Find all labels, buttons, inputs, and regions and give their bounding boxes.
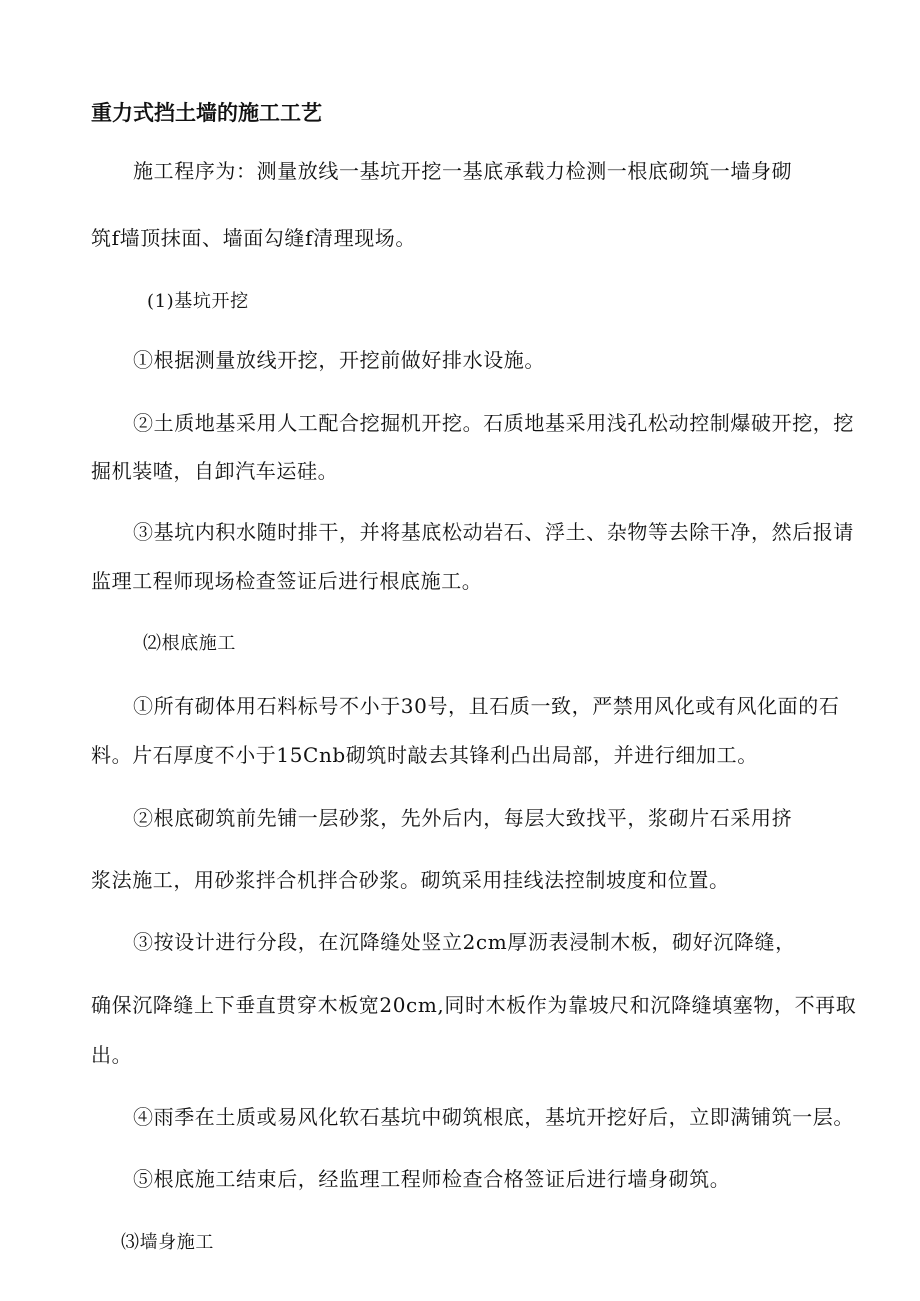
s2-item-3-line-1: ③按设计进行分段，在沉降缝处竖立2cm厚沥表浸制木板，砌好沉降缝， (133, 930, 796, 954)
s1-item-3-line-2: 监理工程师现场检查签证后进行根底施工。 (91, 569, 483, 593)
s2-item-1-line-1: ①所有砌体用石料标号不小于30号，且石质一致，严禁用风化或有风化面的石 (133, 694, 840, 718)
s2-item-5-line-1: ⑤根底施工结束后，经监理工程师检查合格签证后进行墙身砌筑。 (133, 1167, 731, 1191)
s2-item-3-line-3: 出。 (91, 1043, 133, 1067)
s2-item-1-line-2: 料。片石厚度不小于15Cnb砌筑时敲去其锋利凸出局部，并进行细加工。 (91, 743, 758, 767)
s1-item-3-line-1: ③基坑内积水随时排干，并将基底松动岩石、浮土、杂物等去除干净，然后报请 (133, 520, 854, 544)
section-heading-3: ⑶墙身施工 (121, 1232, 214, 1253)
section-heading-2: ⑵根底施工 (143, 633, 236, 654)
s2-item-3-line-2: 确保沉降缝上下垂直贯穿木板宽20cm,同时木板作为靠坡尺和沉降缝填塞物，不再取 (91, 993, 857, 1017)
section-heading-1: (1)基坑开挖 (147, 291, 249, 312)
intro-line-1: 施工程序为：测量放线一基坑开挖一基底承载力检测一根底砌筑一墙身砌 (133, 159, 793, 183)
intro-line-2: 筑f墙顶抹面、墙面勾缝f清理现场。 (91, 226, 417, 250)
s1-item-2-line-2: 掘机装喳，自卸汽车运硅。 (91, 459, 339, 483)
s1-item-1-line-1: ①根据测量放线开挖，开挖前做好排水设施。 (133, 348, 545, 372)
document-title: 重力式挡土墙的施工工艺 (91, 101, 322, 125)
s2-item-4-line-1: ④雨季在土质或易风化软石基坑中砌筑根底，基坑开挖好后，立即满铺筑一层。 (133, 1105, 854, 1129)
s2-item-2-line-1: ②根底砌筑前先铺一层砂浆，先外后内，每层大致找平，浆砌片石采用挤 (133, 806, 793, 830)
s1-item-2-line-1: ②土质地基采用人工配合挖掘机开挖。石质地基采用浅孔松动控制爆破开挖，挖 (133, 411, 854, 435)
s2-item-2-line-2: 浆法施工，用砂浆拌合机拌合砂浆。砌筑采用挂线法控制坡度和位置。 (91, 868, 730, 892)
